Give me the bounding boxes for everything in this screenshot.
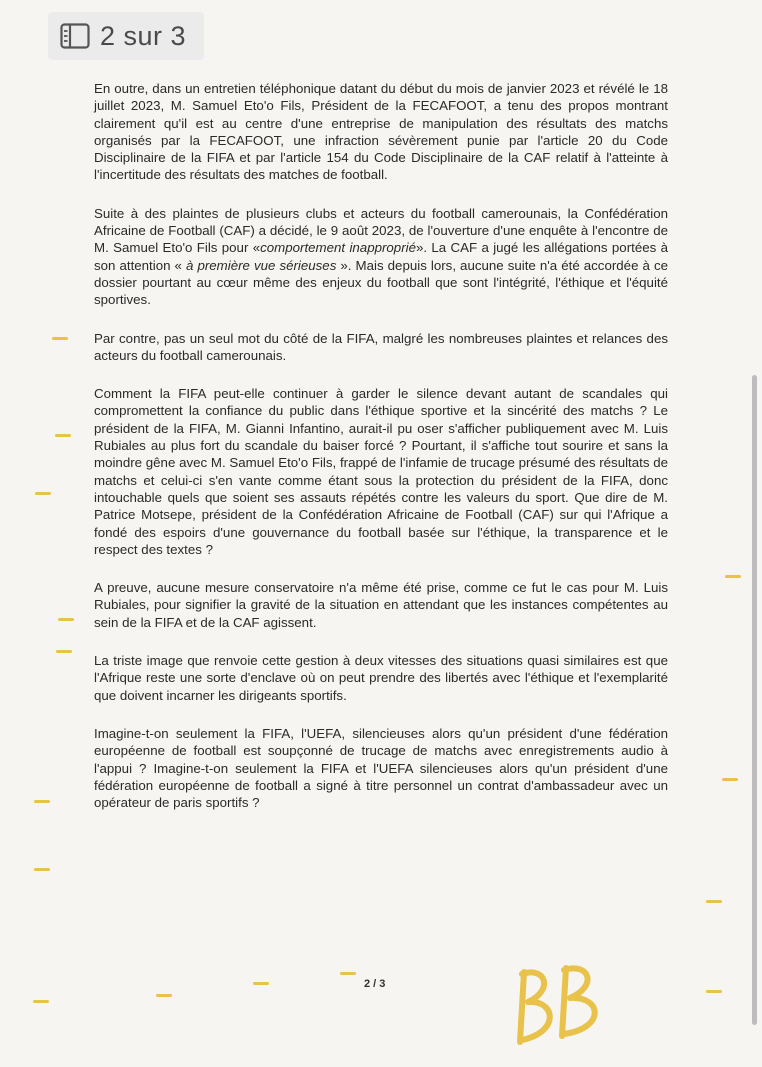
annotation-dash — [253, 982, 269, 985]
page-indicator[interactable] — [48, 12, 204, 60]
annotation-dash — [33, 1000, 49, 1003]
signature-mark — [510, 960, 620, 1050]
annotation-dash — [725, 575, 741, 578]
annotation-dash — [706, 990, 722, 993]
sidebar-panel-icon[interactable] — [60, 23, 90, 49]
paragraph-4: Comment la FIFA peut-elle continuer à garder le silence devant autant de scandales qui compromettent la confiance du public dans l'éthique sportive et la sincérité des matchs ? Le président de la FIFA, M. Gianni Infantino, aurait-il pu oser s'afficher publiquement avec M. Luis Rubiales au plus fort du scandale du baiser forcé ? Pourtant, il s'affiche tout sourire et sans la moindre gêne avec M. Samuel Eto'o Fils, frappé de l'infamie de trucage présumé des résultats de matchs et celui-ci s'en vante comme étant sous la protection du président de la FIFA, donc intouchable quels que soient ses assauts répétés contre les valeurs du sport. Que dire de M. Patrice Motsepe, président de la Confédération Africaine de Football (CAF) sur qui l'Afrique a fondé des espoirs d'une gouvernance du football basée sur l'éthique, la transparence et le respect des textes ? — [94, 386, 668, 557]
document-body — [94, 80, 668, 832]
paragraph-5: A preuve, aucune mesure conservatoire n'a même été prise, comme ce fut le cas pour M. Luis Rubiales, pour signifier la gravité de la situation en attendant que les instances compétentes au sein de la FIFA et de la CAF agissent. — [94, 580, 668, 630]
scrollbar[interactable] — [752, 375, 757, 1025]
paragraph-3: Par contre, pas un seul mot du côté de la FIFA, malgré les nombreuses plaintes et relances des acteurs du football camerounais. — [94, 330, 668, 363]
annotation-dash — [55, 434, 71, 437]
annotation-dash — [34, 800, 50, 803]
paragraph-2 — [94, 205, 668, 309]
annotation-dash — [34, 868, 50, 871]
paragraph-2-text-b: ». La CAF a jugé les allégations portées à son attention « — [94, 240, 668, 273]
page-number: 2 / 3 — [364, 978, 386, 990]
annotation-dash — [156, 994, 172, 997]
annotation-dash — [58, 618, 74, 621]
paragraph-1: En outre, dans un entretien téléphonique datant du début du mois de janvier 2023 et révélé le 18 juillet 2023, M. Samuel Eto'o Fils, Président de la FECAFOOT, a tenu des propos montrant clairement qu'il est au centre d'une entreprise de manipulation des résultats des matchs organisés par la FECAFOOT, une infraction sévèrement punie par l'article 20 du Code Disciplinaire de la FIFA et par l'article 154 du Code Disciplinaire de la CAF relatif à l'atteinte à l'incertitude des résultats des matches de football. — [94, 81, 668, 183]
paragraph-6: La triste image que renvoie cette gestion à deux vitesses des situations quasi similaires est que l'Afrique reste une sorte d'enclave où on peut prendre des libertés avec l'éthique et l'exemplarité que doivent incarner les dirigeants sportifs. — [94, 653, 668, 703]
annotation-dash — [706, 900, 722, 903]
paragraph-2-quote-1: comportement inapproprié — [260, 240, 416, 256]
paragraph-2-text-c: ». Mais depuis lors, aucune suite n'a été accordée à ce dossier pourtant au cœur même des enjeux du football que sont l'intégrité, l'éthique et l'équité sportives. — [94, 257, 668, 308]
annotation-dash — [340, 972, 356, 975]
annotation-dash — [722, 778, 738, 781]
page-indicator-label: 2 sur 3 — [100, 20, 187, 51]
annotation-dash — [35, 492, 51, 495]
annotation-dash — [56, 650, 72, 653]
annotation-dash — [52, 337, 68, 340]
paragraph-2-quote-2: à première vue sérieuses — [186, 257, 337, 273]
paragraph-7: Imagine-t-on seulement la FIFA, l'UEFA, silencieuses alors qu'un président d'une fédération européenne de football est soupçonné de trucage de matchs avec enregistrements audio à l'appui ? Imagine-t-on seulement la FIFA et l'UEFA silencieuses alors qu'un président d'une fédération européenne de football a signé à titre personnel un contrat d'ambassadeur avec un opérateur de paris sportifs ? — [94, 725, 668, 811]
paragraph-2-text-a: Suite à des plaintes de plusieurs clubs et acteurs du football camerounais, la Confédération Africaine de Football (CAF) a décidé, le 9 août 2023, de l'ouverture d'une enquête à l'encontre de M. Samuel Eto'o Fils pour « — [94, 205, 668, 256]
